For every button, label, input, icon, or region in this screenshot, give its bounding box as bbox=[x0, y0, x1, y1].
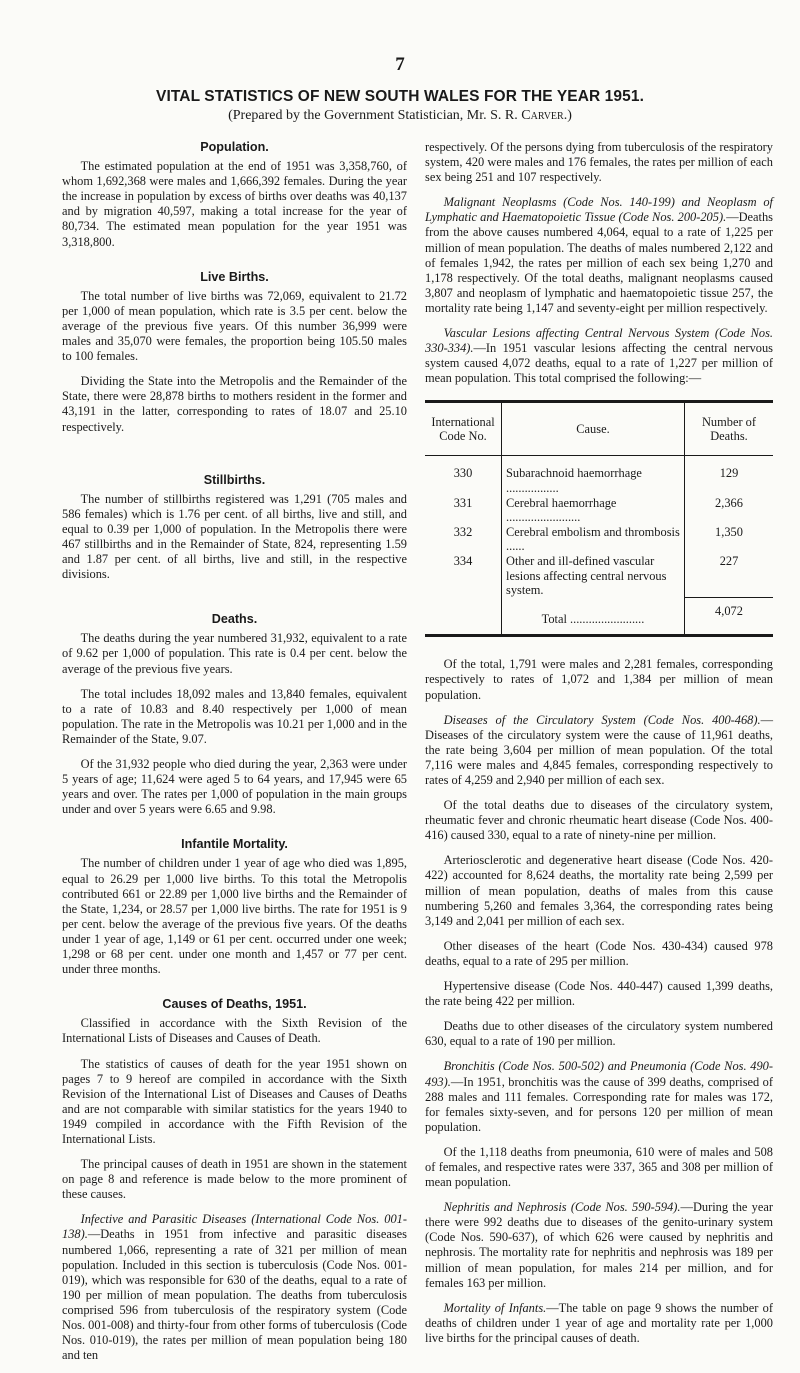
heading-stillbirths: Stillbirths. bbox=[203, 472, 266, 487]
paragraph-other-circulatory: Deaths due to other diseases of the circulatory system numbered 630, equal to a rate of 190 per million. bbox=[425, 1019, 773, 1049]
paragraph-causes-2: The statistics of causes of death for the year 1951 shown on pages 7 to 9 hereof are compiled in accordance with the Sixth Revision of the International List of Diseases and Causes of Deaths and are not comparable with similar statistics for the years 1940 to 1949 compiled in accordance with the Fifth Revision of the International Lists. bbox=[62, 1056, 407, 1146]
cell-cause: Subarachnoid haemorrhage ................. bbox=[502, 456, 685, 496]
paragraph-deaths-2: The total includes 18,092 males and 13,840 females, equivalent to a rate of 10.83 and 8.40 respectively per 1,000 of mean population. The rate in the Metropolis was 10.21 per 1,000 and in the Remainder of the State, 9.07. bbox=[62, 686, 407, 746]
paragraph-infective-diseases bbox=[62, 1212, 407, 1363]
paragraph-arteriosclerotic: Arteriosclerotic and degenerative heart disease (Code Nos. 420-422) accounted for 8,624 deaths, the mortality rate being 2,599 per million of mean population, deaths of males from this cause numbering 5,260 and females 3,364, the corresponding rates being 3,149 and 2,041 per million of each sex. bbox=[425, 853, 773, 928]
paragraph-population: The estimated population at the end of 1951 was 3,358,760, of whom 1,692,368 were males and 1,666,392 females. During the year the increase in population by excess of births over deaths was 40,137 and by migration 40,597, making a total increase for the year of 80,734. The estimated mean population for the year 1951 was 3,318,800. bbox=[62, 159, 407, 249]
cell-total-label: Total ........................ bbox=[502, 598, 685, 636]
table-total-row bbox=[425, 598, 773, 636]
infective-diseases-title: Infective and Parasitic Diseases (International Code Nos. 001-138). bbox=[62, 1212, 407, 1242]
subtitle-author: Carver bbox=[521, 108, 564, 123]
heading-population: Population. bbox=[200, 140, 269, 154]
circulatory-title: Diseases of the Circulatory System (Code Nos. 400-468). bbox=[443, 712, 761, 727]
heading-live-births: Live Births. bbox=[200, 269, 269, 284]
vascular-lesions-text: —In 1951 vascular lesions affecting the central nervous system caused 4,072 deaths, equal to a rate of 1,227 per million of mean population. This total comprised the following:— bbox=[425, 341, 773, 386]
cell-deaths: 227 bbox=[719, 553, 739, 568]
paragraph-rheumatic: Of the total deaths due to diseases of the circulatory system, rheumatic fever and chronic rheumatic heart disease (Code Nos. 400-416) caused 330, equal to a rate of ninety-nine per million. bbox=[425, 798, 773, 843]
paragraph-live-births-1: The total number of live births was 72,069, equivalent to 21.72 per 1,000 of mean population, which rate is 3.5 per cent. below the average of the previous five years. Of this number 36,999 were males and 35,070 were females, the proportion being 105.50 males to 100 females. bbox=[62, 288, 407, 364]
page-subtitle bbox=[0, 108, 800, 124]
heading-causes-of-deaths: Causes of Deaths, 1951. bbox=[162, 997, 307, 1012]
nephritis-title: Nephritis and Nephrosis (Code Nos. 590-594). bbox=[443, 1200, 681, 1215]
cell-code: 331 bbox=[425, 496, 502, 525]
cell-deaths: 1,350 bbox=[715, 524, 743, 539]
cell-deaths: 2,366 bbox=[715, 495, 743, 510]
cell-cause: Cerebral embolism and thrombosis ...... bbox=[502, 525, 685, 554]
paragraph-deaths-3: Of the 31,932 people who died during the year, 2,363 were under 5 years of age; 11,624 were aged 5 to 64 years, and 17,945 were 65 years and over. The rates per 1,000 of population in the main groups under and over 5 years were 6.65 and 9.98. bbox=[62, 757, 407, 817]
paragraph-causes-1: Classified in accordance with the Sixth Revision of the International Lists of Diseases and Causes of Death. bbox=[62, 1016, 407, 1046]
bronchitis-text: —In 1951, bronchitis was the cause of 399 deaths, comprised of 288 males and 111 females. Corresponding rate for males was 172, for females sixty-seven, and for persons 120 per million of mean population. bbox=[425, 1074, 773, 1134]
table-row bbox=[425, 525, 773, 554]
mortality-infants-title: Mortality of Infants. bbox=[443, 1300, 547, 1315]
subtitle-close: .) bbox=[563, 108, 572, 123]
cell-deaths: 129 bbox=[719, 466, 739, 481]
cell-code: 332 bbox=[425, 525, 502, 554]
table-row bbox=[425, 496, 773, 525]
heading-deaths: Deaths. bbox=[211, 612, 258, 627]
table-row bbox=[425, 554, 773, 598]
paragraph-stillbirths: The number of stillbirths registered was 1,291 (705 males and 586 females) which is 1.76 per cent. of all births, live and still, and equal to 0.39 per 1,000 of population. In the Metropolis there were 467 stillbirths and in the Remainder of State, 824, representing 1.59 and 1.87 per cent. of all births, live and still, in the respective divisions. bbox=[62, 491, 407, 582]
cell-code-empty bbox=[425, 598, 502, 636]
header-code: International Code No. bbox=[425, 402, 502, 456]
left-column bbox=[62, 140, 407, 1373]
malignant-neoplasms-text: —Deaths from the above causes numbered 4,064, equal to a rate of 1,225 per million of mean population. The deaths of males numbered 2,122 and of females 1,942, the rates per million of each sex being 1,270 and 1,178 respectively. Of the total deaths, malignant neoplasms caused 3,807 and neoplasm of lymphatic and haematopoietic tissue 257, the mortality rate being 1,147 and seventy-eight per million respectively. bbox=[425, 210, 773, 315]
heading-infantile-mortality: Infantile Mortality. bbox=[181, 837, 288, 852]
paragraph-nephritis bbox=[425, 1200, 773, 1291]
paragraph-infantile-mortality: The number of children under 1 year of age who died was 1,895, equal to 26.29 per 1,000 live births. To this total the Metropolis contributed 661 or 22.89 per 1,000 live births and the Remainder of the State, 1,234, or 28.57 per 1,000 live births. The rate for 1951 is 9 per cent. below the average of the previous five years. Of the deaths under 1 year of age, 1,149 or 61 per cent. occurred under one week; 1,298 or 68 per cent. under one month and 1,457 or 77 per cent. under three months. bbox=[62, 856, 407, 977]
infective-diseases-text: —Deaths in 1951 from infective and parasitic diseases numbered 1,066, representing a rate of 321 per million of mean population. Included in this section is tuberculosis (Code Nos. 001-019), which was responsible for 630 of the deaths, equal to a rate of 190 per million of mean population. The deaths from tuberculosis comprised 596 from tuberculosis of the respiratory system (Code Nos. 001-008) and thirty-four from other forms of tuberculosis (Code Nos. 010-019), the rates per million of mean population being 180 and ten bbox=[62, 1227, 407, 1363]
malignant-neoplasms-title: Malignant Neoplasms (Code Nos. 140-199) and Neoplasm of Lymphatic and Haematopoietic Tissue (Code Nos. 200-205). bbox=[425, 195, 773, 225]
circulatory-text: —Diseases of the circulatory system were the cause of 11,961 deaths, the rate being 3,604 per million of mean population. Of the total 7,116 were males and 4,845 females, corresponding respectively to rates of 4,259 and 2,940 per million of each sex. bbox=[425, 712, 773, 787]
table-header-row bbox=[425, 402, 773, 456]
paragraph-tuberculosis-continued: respectively. Of the persons dying from tuberculosis of the respiratory system, 420 were males and 176 females, the rates per million of each sex being 251 and 107 respectively. bbox=[425, 140, 773, 185]
paragraph-circulatory bbox=[425, 713, 773, 788]
nephritis-text: —During the year there were 992 deaths due to diseases of the genito-urinary system (Code Nos. 590-637), of which 626 were caused by nephritis and nephrosis. The mortality rate for nephritis and nephrosis was 189 per million of mean population, for males 214 per million, and for females 163 per million. bbox=[425, 1200, 773, 1290]
cell-code: 334 bbox=[425, 554, 502, 598]
paragraph-bronchitis bbox=[425, 1059, 773, 1134]
cell-code: 330 bbox=[425, 456, 502, 496]
vascular-lesions-table bbox=[425, 400, 773, 637]
bronchitis-title: Bronchitis (Code Nos. 500-502) and Pneumonia (Code Nos. 490-493). bbox=[425, 1059, 773, 1089]
paragraph-pneumonia: Of the 1,118 deaths from pneumonia, 610 were of males and 508 of females, and respective rates were 337, 365 and 308 per million of mean population. bbox=[425, 1144, 773, 1190]
paragraph-causes-3: The principal causes of death in 1951 are shown in the statement on page 8 and reference is made below to the more prominent of these causes. bbox=[62, 1157, 407, 1202]
paragraph-malignant-neoplasms bbox=[425, 195, 773, 316]
header-deaths: Number of Deaths. bbox=[685, 402, 774, 456]
cell-cause: Other and ill-defined vascular lesions affecting central nervous system. bbox=[502, 554, 685, 598]
right-column bbox=[425, 140, 773, 1356]
paragraph-hypertensive: Hypertensive disease (Code Nos. 440-447) caused 1,399 deaths, the rate being 422 per million. bbox=[425, 979, 773, 1009]
cell-cause: Cerebral haemorrhage ........................ bbox=[502, 496, 685, 525]
subtitle-text: (Prepared by the Government Statistician, Mr. S. R. bbox=[228, 108, 522, 123]
page-number: 7 bbox=[395, 54, 405, 75]
paragraph-deaths-1: The deaths during the year numbered 31,932, equivalent to a rate of 9.62 per 1,000 of population. This rate is 0.4 per cent. below the average of the previous five years. bbox=[62, 631, 407, 676]
table-row bbox=[425, 456, 773, 496]
paragraph-live-births-2: Dividing the State into the Metropolis and the Remainder of the State, there were 28,878 births to mothers resident in the former and 43,191 in the latter, corresponding to rates of 18.07 and 25.10 respectively. bbox=[62, 374, 407, 434]
paragraph-mortality-infants bbox=[425, 1301, 773, 1346]
paragraph-other-heart: Other diseases of the heart (Code Nos. 430-434) caused 978 deaths, equal to a rate of 295 per million. bbox=[425, 938, 773, 968]
mortality-infants-text: —The table on page 9 shows the number of deaths of children under 1 year of age and mortality rate per 1,000 live births for the principal causes of death. bbox=[425, 1300, 773, 1345]
page-title: VITAL STATISTICS OF NEW SOUTH WALES FOR THE YEAR 1951. bbox=[156, 88, 644, 105]
header-cause: Cause. bbox=[502, 402, 685, 456]
paragraph-vascular-lesions bbox=[425, 326, 773, 386]
cell-total-value: 4,072 bbox=[685, 598, 774, 636]
vascular-lesions-title: Vascular Lesions affecting Central Nervous System (Code Nos. 330-334). bbox=[425, 326, 773, 356]
paragraph-vascular-sex: Of the total, 1,791 were males and 2,281 females, corresponding respectively to rates of 1,072 and 1,384 per million of mean population. bbox=[425, 657, 773, 702]
